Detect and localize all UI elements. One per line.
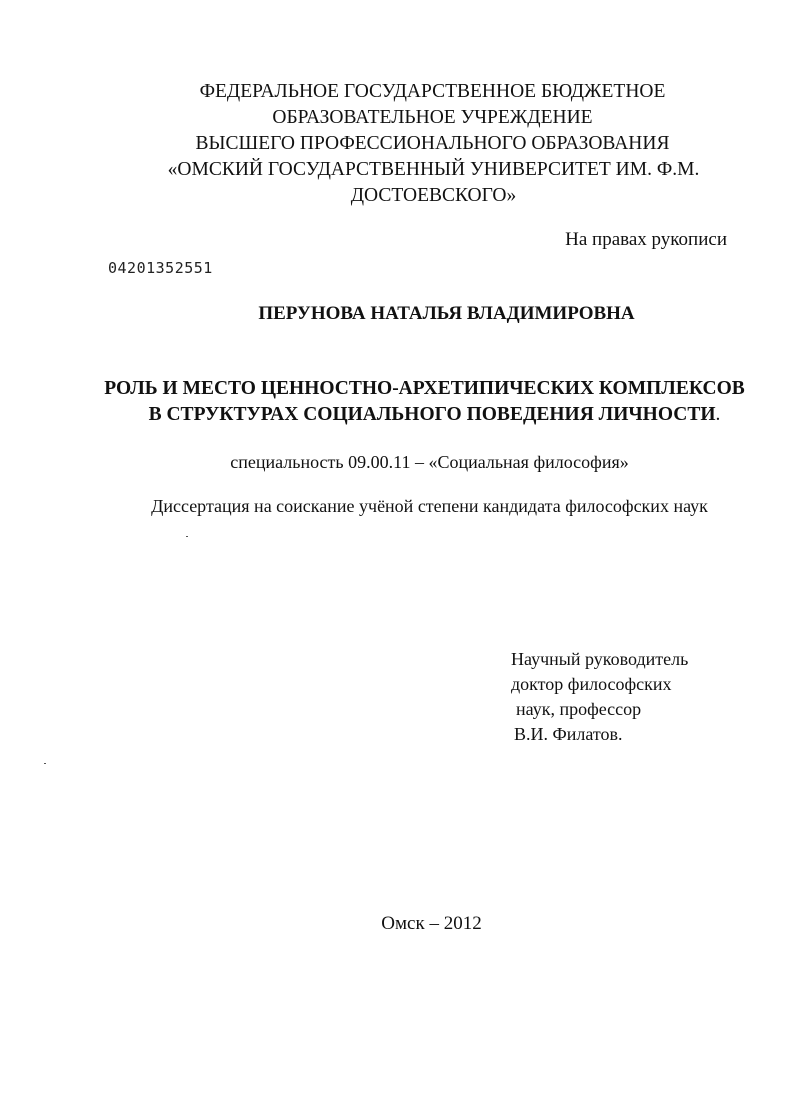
scan-speck (44, 763, 46, 764)
title-line-1: РОЛЬ И МЕСТО ЦЕННОСТНО-АРХЕТИПИЧЕСКИХ КОМПЛЕКСОВ (104, 378, 745, 399)
supervisor-line-3: наук, профессор (516, 699, 642, 719)
title-line-2-text: В СТРУКТУРАХ СОЦИАЛЬНОГО ПОВЕДЕНИЯ ЛИЧНОСТИ (148, 404, 716, 425)
manuscript-rights-label: На правах рукописи (565, 229, 727, 250)
supervisor-block (511, 647, 688, 747)
institution-line-5: ДОСТОЕВСКОГО» (350, 185, 517, 206)
supervisor-line-1: Научный руководитель (511, 649, 689, 669)
institution-line-4: «ОМСКИЙ ГОСУДАРСТВЕННЫЙ УНИВЕРСИТЕТ ИМ. Ф.М. (167, 159, 700, 180)
institution-line-1: ФЕДЕРАЛЬНОЕ ГОСУДАРСТВЕННОЕ БЮДЖЕТНОЕ (199, 81, 666, 102)
title-period: . (715, 404, 721, 425)
supervisor-line-4: В.И. Филатов. (514, 724, 623, 744)
institution-line-3: ВЫСШЕГО ПРОФЕССИОНАЛЬНОГО ОБРАЗОВАНИЯ (195, 133, 670, 154)
institution-line-2: ОБРАЗОВАТЕЛЬНОЕ УЧРЕЖДЕНИЕ (272, 107, 593, 128)
city-year: Омск – 2012 (381, 913, 482, 934)
specialty-line: специальность 09.00.11 – «Социальная философия» (230, 452, 629, 472)
author-name: ПЕРУНОВА НАТАЛЬЯ ВЛАДИМИРОВНА (258, 303, 635, 324)
supervisor-line-2: доктор философских (511, 674, 672, 694)
scan-speck (186, 536, 188, 537)
dissertation-line: Диссертация на соискание учёной степени кандидата философских наук (151, 496, 708, 516)
document-code: 04201352551 (108, 259, 213, 277)
title-line-2 (35, 402, 799, 428)
